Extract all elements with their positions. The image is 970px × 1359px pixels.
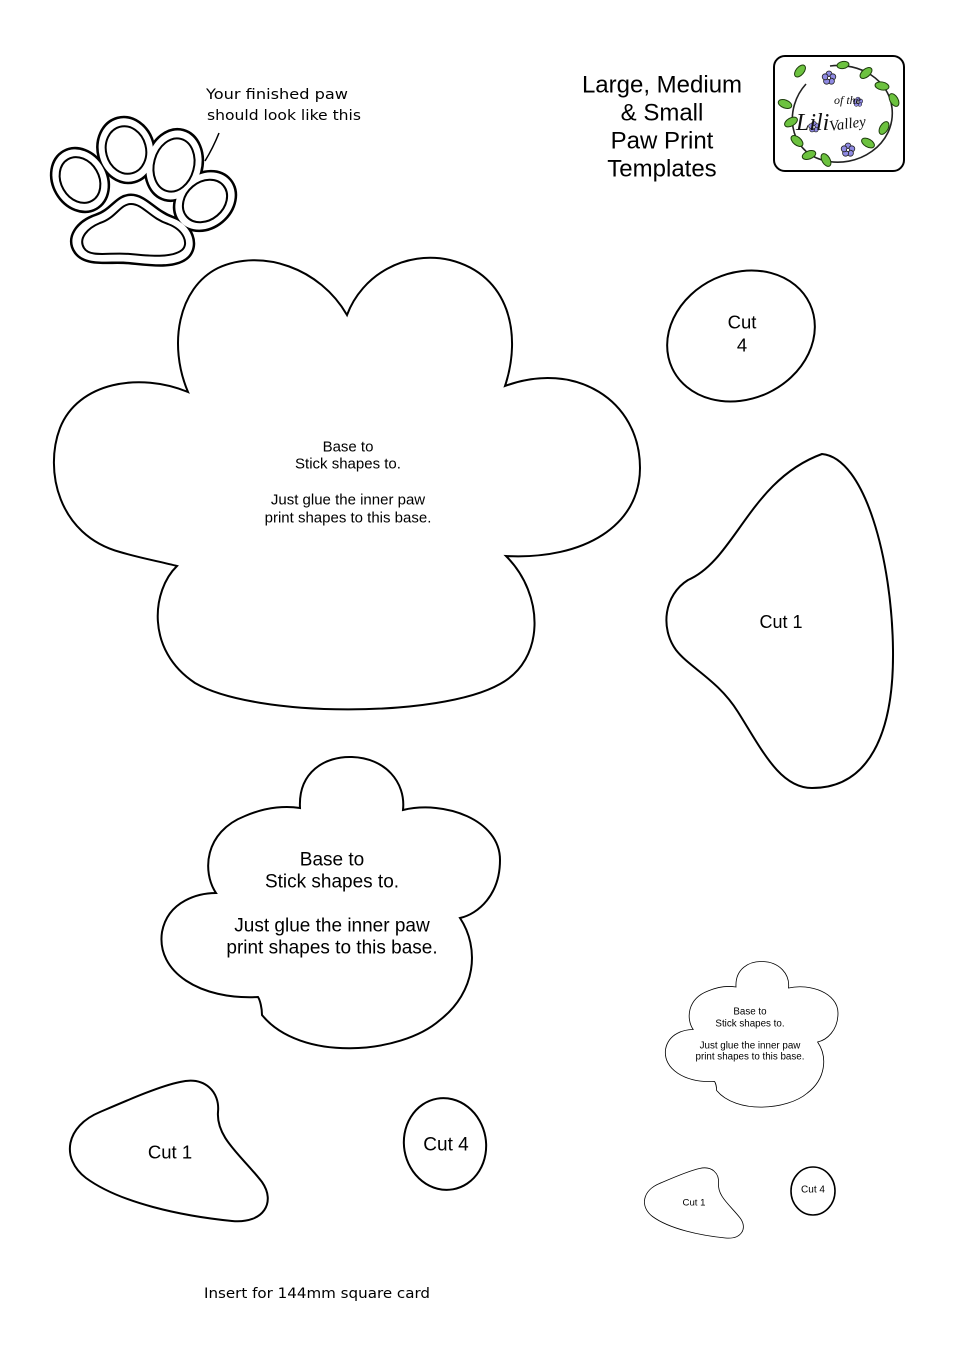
large-pad-label: Cut 1	[759, 612, 803, 632]
title-line: Paw Print	[610, 127, 714, 155]
small-base-heading: Base to	[733, 1006, 767, 1018]
small-base-instruction: Just glue the inner paw	[699, 1040, 801, 1052]
example-pad	[82, 204, 185, 256]
example-caption	[205, 87, 361, 161]
caption-line: should look like this	[207, 108, 361, 124]
large-base-instruction: print shapes to this base.	[264, 509, 432, 527]
medium-template-set	[70, 757, 500, 1221]
logo-lettering: of the	[834, 93, 861, 107]
large-base-shape	[54, 258, 640, 710]
small-base-heading: Stick shapes to.	[715, 1018, 785, 1030]
medium-base-instruction: Just glue the inner paw	[234, 915, 430, 937]
logo-lettering: Valley	[828, 114, 867, 135]
small-toe-label: Cut 4	[801, 1184, 825, 1196]
brand-logo	[774, 56, 904, 171]
small-template-set	[644, 961, 838, 1238]
small-pad-label: Cut 1	[682, 1197, 706, 1209]
medium-base-instruction: print shapes to this base.	[226, 937, 438, 959]
medium-base-shape	[161, 757, 500, 1048]
title-line: Templates	[607, 155, 717, 183]
footer-note: Insert for 144mm square card	[204, 1286, 430, 1302]
title-line: Large, Medium	[581, 71, 743, 99]
large-base-heading: Base to	[322, 438, 374, 456]
title-line: & Small	[620, 99, 704, 127]
large-toe-label: Cut	[727, 311, 757, 333]
large-toe-label: 4	[736, 334, 748, 356]
example-paw-illustration	[41, 112, 246, 264]
caption-pointer-line	[205, 133, 219, 161]
small-base-instruction: print shapes to this base.	[695, 1051, 805, 1063]
medium-pad-label: Cut 1	[147, 1141, 193, 1163]
small-base-shape	[665, 961, 838, 1107]
large-template-set	[54, 247, 893, 788]
large-base-heading: Stick shapes to.	[295, 455, 401, 473]
large-base-instruction: Just glue the inner paw	[270, 491, 426, 509]
medium-toe-label: Cut 4	[423, 1134, 469, 1156]
medium-base-heading: Stick shapes to.	[264, 871, 400, 893]
logo-frame	[774, 56, 904, 171]
page-title	[582, 72, 742, 183]
caption-line: Your finished paw	[204, 87, 348, 103]
medium-base-heading: Base to	[299, 849, 365, 871]
logo-lettering: Lili	[796, 110, 830, 136]
